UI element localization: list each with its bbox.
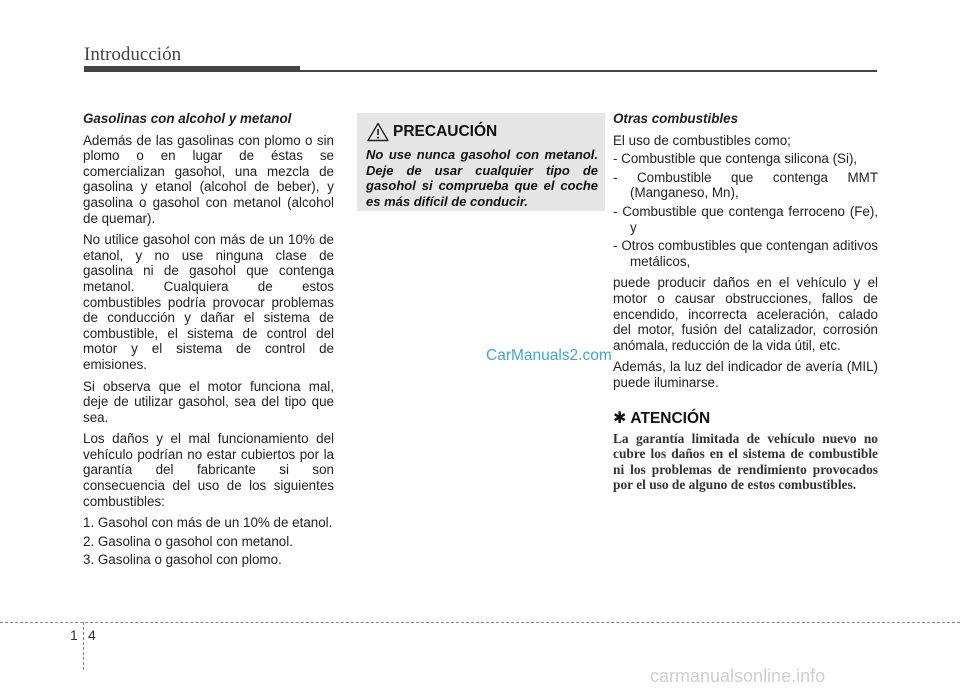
header-rule-thin	[300, 70, 877, 72]
watermark-carmanualsonline: carmanualsonline.info	[650, 666, 826, 686]
watermark-carmanuals: CarManuals2.com	[486, 347, 612, 364]
list-item: - Combustible que contenga ferroceno (Fe), y	[613, 203, 878, 235]
header-rule-thick	[84, 66, 300, 72]
caution-text: No use nunca gasohol con metanol. Deje de usar cualquier tipo de gasohol si comprueba que el coche es más difícil de conducir.	[366, 147, 598, 209]
list-item: 1. Gasohol con más de un 10% de etanol.	[83, 515, 333, 531]
list-item: - Otros combustibles que contengan aditivos metálicos,	[613, 238, 878, 269]
warning-triangle-icon	[367, 122, 389, 142]
asterisk-icon: ✱	[613, 409, 627, 427]
caution-title: PRECAUCIÓN	[393, 123, 498, 140]
caution-header	[367, 122, 497, 142]
page-number: 4	[88, 627, 96, 643]
left-paragraph-3: Si observa que el motor funciona mal, deje de utilizar gasohol, sea del tipo que sea.	[83, 378, 334, 425]
right-paragraph-1: puede producir daños en el vehículo y el motor o causar obstrucciones, fallos de encendido, incorrecta aceleración, calado del motor, fusión del catalizador, corrosión anómala, reducción de la vida útil, etc.	[613, 275, 878, 353]
left-paragraph-1: Además de las gasolinas con plomo o sin plomo o en lugar de éstas se comercializan gasohol, una mezcla de gasolina y etanol (alcohol de beber), y gasolina o gasohol con metanol (alcohol de quemar).	[83, 132, 334, 226]
right-subheading: Otras combustibles	[613, 111, 739, 126]
atencion-title: ATENCIÓN	[630, 409, 711, 427]
page-header-title: Introducción	[84, 44, 182, 65]
chapter-number: 1	[70, 627, 78, 643]
right-fuel-list	[613, 151, 878, 269]
atencion-header	[613, 411, 878, 427]
footer-dashed-divider	[83, 622, 84, 670]
left-column	[83, 111, 334, 574]
list-item: 3. Gasolina o gasohol con plomo.	[83, 552, 282, 568]
left-fuel-list	[83, 515, 334, 568]
list-item: - Combustible que contenga MMT (Manganeso, Mn),	[613, 169, 878, 201]
list-item: - Combustible que contenga silicona (Si),	[613, 151, 858, 167]
list-item: 2. Gasolina o gasohol con metanol.	[83, 533, 293, 549]
left-subheading: Gasolinas con alcohol y metanol	[83, 111, 292, 126]
left-paragraph-4: Los daños y el mal funcionamiento del vehículo podrían no estar cubiertos por la garantía del fabricante si son consecuencia del uso de los siguientes combustibles:	[83, 431, 334, 509]
footer-dashed-rule	[0, 622, 960, 623]
right-paragraph-2: Además, la luz del indicador de avería (MIL) puede iluminarse.	[613, 359, 878, 390]
right-intro: El uso de combustibles como;	[613, 132, 791, 148]
left-paragraph-2: No utilice gasohol con más de un 10% de etanol, y no use ninguna clase de gasolina ni de gasohol que contenga metanol. Cualquiera de estos combustibles podría provocar problemas de conducción y dañar el sistema de combustible, el sistema de control del motor y el sistema de control de emisiones.	[83, 232, 334, 372]
right-column	[613, 111, 878, 498]
atencion-text: La garantía limitada de vehículo nuevo no cubre los daños en el sistema de combustible ni los problemas de rendimiento provocados por el uso de alguno de estos combustibles.	[613, 431, 878, 492]
caution-box	[357, 113, 605, 211]
